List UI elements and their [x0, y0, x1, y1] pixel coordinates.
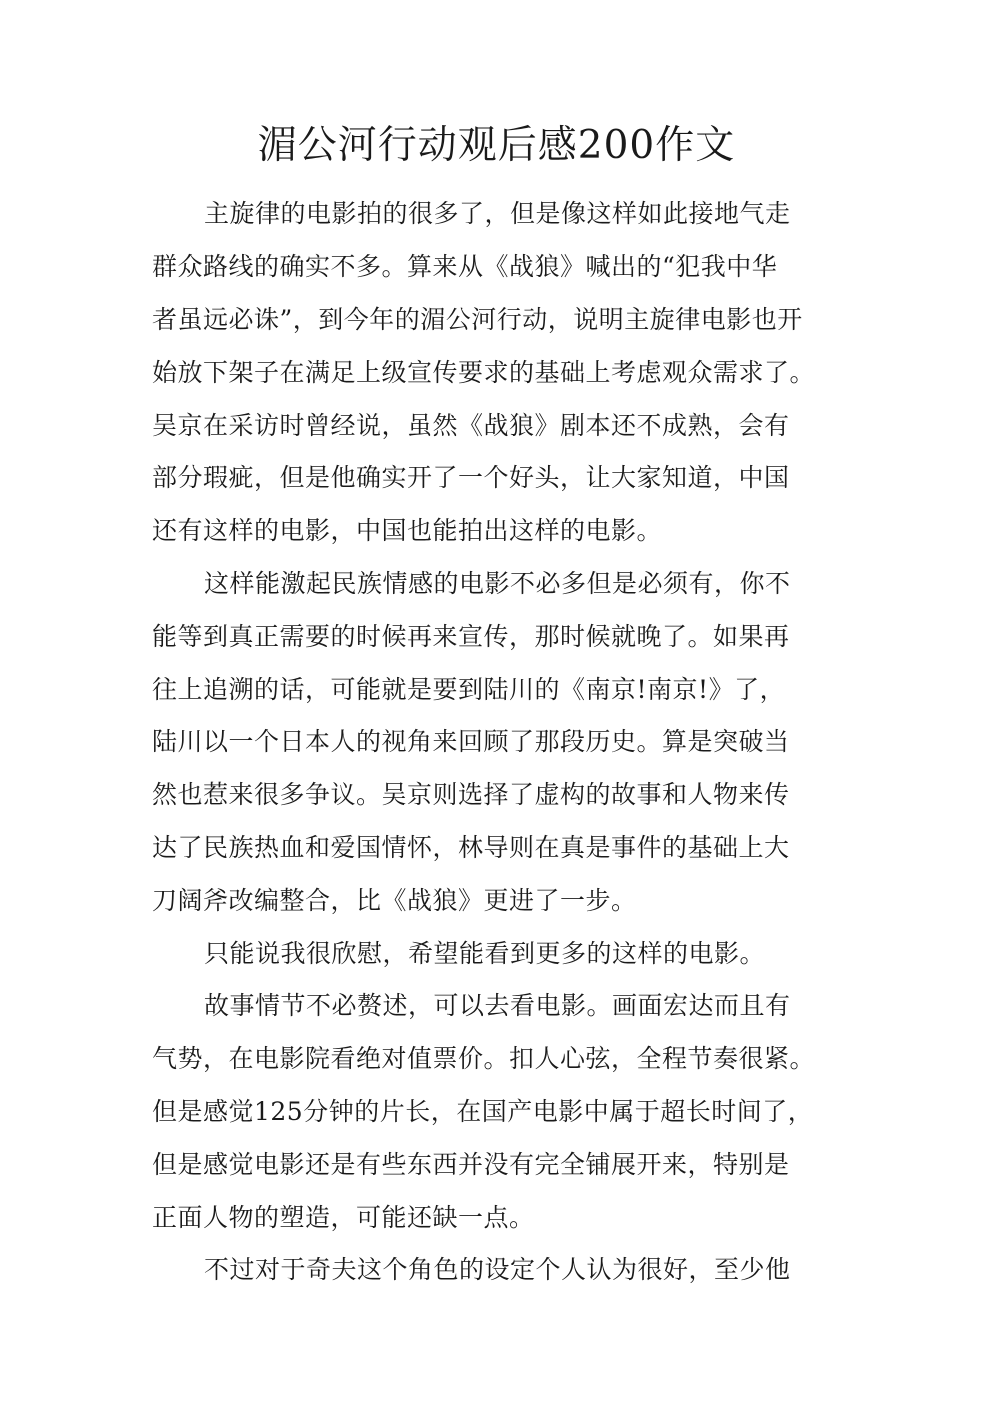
text-line: 正面人物的塑造，可能还缺一点。	[152, 1203, 535, 1232]
text-line: 达了民族热血和爱国情怀，林导则在真是事件的基础上大	[152, 833, 790, 862]
text-line: 不过对于奇夫这个角色的设定个人认为很好，至少他	[204, 1255, 791, 1284]
text-line: 往上追溯的话，可能就是要到陆川的《南京!南京!》了，	[152, 675, 786, 704]
text-line: 群众路线的确实不多。算来从《战狼》喊出的“犯我中华	[152, 252, 778, 281]
text-line: 气势，在电影院看绝对值票价。扣人心弦，全程节奏很紧。	[152, 1044, 816, 1073]
text-line: 吴京在采访时曾经说，虽然《战狼》剧本还不成熟，会有	[152, 411, 790, 440]
page-title: 湄公河行动观后感200作文	[257, 123, 736, 168]
text-line: 刀阔斧改编整合，比《战狼》更进了一步。	[152, 886, 637, 915]
text-line: 然也惹来很多争议。吴京则选择了虚构的故事和人物来传	[152, 780, 790, 809]
text-line: 主旋律的电影拍的很多了，但是像这样如此接地气走	[204, 199, 791, 228]
text-line: 能等到真正需要的时候再来宣传，那时候就晚了。如果再	[152, 622, 790, 651]
text-line: 这样能激起民族情感的电影不必多但是必须有，你不	[204, 569, 791, 598]
text-line: 部分瑕疵，但是他确实开了一个好头，让大家知道，中国	[152, 463, 790, 492]
text-line: 但是感觉125分钟的片长，在国产电影中属于超长时间了，	[152, 1097, 814, 1126]
text-line: 者虽远必诛”，到今年的湄公河行动，说明主旋律电影也开	[152, 305, 803, 334]
text-line: 还有这样的电影，中国也能拍出这样的电影。	[152, 516, 663, 545]
text-line: 只能说我很欣慰，希望能看到更多的这样的电影。	[204, 939, 766, 968]
text-line: 故事情节不必赘述，可以去看电影。画面宏达而且有	[204, 991, 791, 1020]
text-line: 始放下架子在满足上级宣传要求的基础上考虑观众需求了。	[152, 358, 816, 387]
text-line: 陆川以一个日本人的视角来回顾了那段历史。算是突破当	[152, 727, 790, 756]
text-line: 但是感觉电影还是有些东西并没有完全铺展开来，特别是	[152, 1150, 790, 1179]
